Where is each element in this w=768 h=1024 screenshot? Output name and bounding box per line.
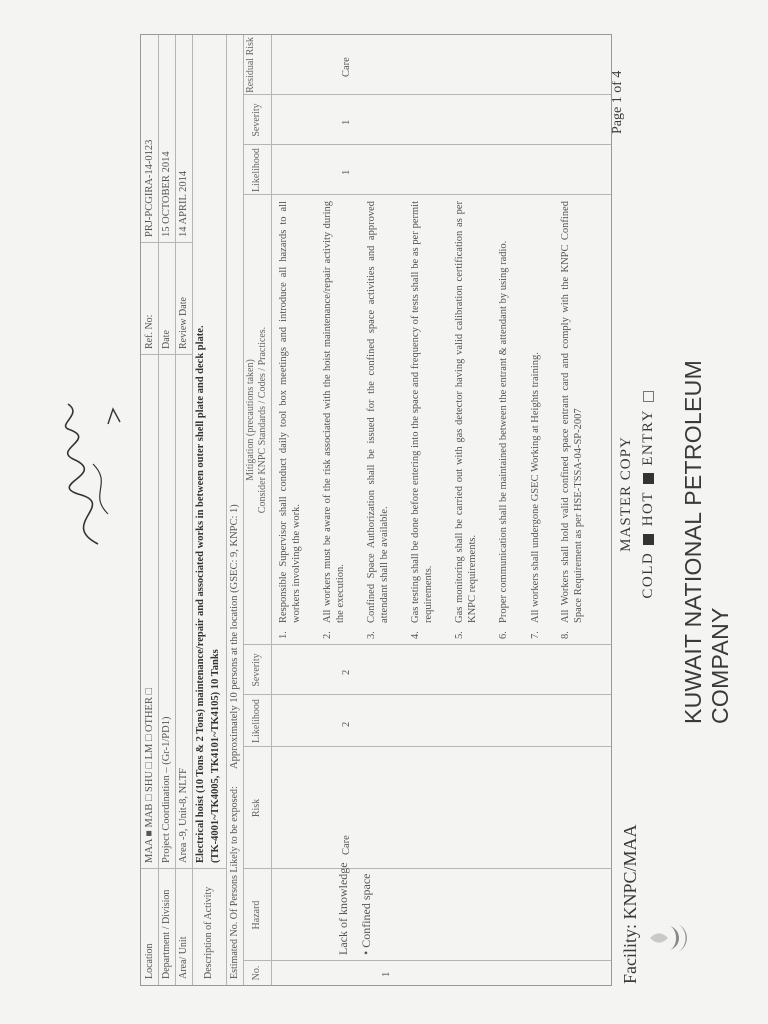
mitigation-number: 6. — [498, 631, 509, 639]
mitigation-text: All workers must be aware of the risk associated with the hoist maintenance/repair activity during the execution. — [322, 201, 346, 623]
date-label: Date — [161, 330, 172, 349]
persons-label: Estimated No. Of Persons Likely to be exposed: — [229, 786, 240, 979]
mitigation-number: 3. — [366, 631, 377, 639]
mitigation-item — [277, 201, 317, 639]
col-divider-severity2 — [243, 94, 611, 95]
permit-entry-label: ENTRY — [640, 409, 656, 466]
page-number: Page 1 of 4 — [610, 70, 625, 134]
header-no: No. — [251, 965, 262, 981]
mitigation-number: 2. — [322, 631, 333, 639]
facility-label: Facility: KNPC/MAA — [620, 824, 640, 984]
mitigation-item — [529, 201, 557, 639]
mitigation-number: 1. — [278, 631, 289, 639]
row-residual-risk: Care — [341, 57, 352, 77]
entry-checkbox-icon — [643, 391, 654, 402]
knpc-logo-icon — [648, 920, 690, 956]
mitigation-text: All Workers shall hold valid confined space entrant card and comply with the KNPC Confined Space Requirement as per HSE-TSSA-04-SP-2007 — [560, 201, 584, 623]
hot-checkbox-icon — [643, 473, 654, 484]
header-likelihood: Likelihood — [251, 699, 262, 743]
col-divider-risk — [243, 644, 611, 645]
company-name: KUWAIT NATIONAL PETROLEUM COMPANY — [680, 359, 733, 724]
department-value: Project Coordination – (Gr-1/PD1) — [161, 716, 172, 863]
mitigation-text: Proper communication shall be maintained between the entrant & attendant by using radio. — [498, 240, 509, 623]
ref-divider-left — [141, 354, 192, 355]
mitigation-number: 4. — [410, 631, 421, 639]
activity-value-line2: (TK-4001~TK4005, TK4101~TK4105) 10 Tanks — [210, 649, 221, 863]
row-no: 1 — [381, 971, 392, 977]
area-label: Area/ Unit — [178, 936, 189, 979]
header-mitigation-line2: Consider KNPC Standards / Codes / Practices. — [257, 326, 268, 514]
master-copy-label: MASTER COPY — [618, 436, 634, 552]
header-residual-risk: Residual Risk — [245, 37, 256, 93]
permit-type-line — [640, 364, 657, 624]
col-divider-hazard — [243, 868, 611, 869]
department-label: Department / Division — [161, 889, 172, 979]
mitigation-item — [559, 201, 611, 639]
header-severity2: Severity — [251, 103, 262, 137]
mitigation-number: 7. — [530, 631, 541, 639]
activity-value-line1: Electrical hoist (10 Tons & 2 Tons) maintenance/repair and associated works in between outer shell plate and deck plate. — [195, 325, 206, 863]
col-divider-severity — [243, 694, 611, 695]
permit-cold-label: COLD — [640, 551, 656, 599]
mitigation-text: Gas testing shall be done before entering into the space and frequency of tests shall be as per permit requirements. — [410, 201, 434, 623]
review-value: 14 APRIL 2014 — [178, 170, 189, 237]
persons-value: Approximately 10 persons at the location (GSEC: 9, KNPC: 1) — [229, 504, 240, 769]
ref-value: PRJ-PCGIRA-14-0123 — [144, 139, 155, 237]
location-label: Location — [144, 943, 155, 979]
mitigation-number: 5. — [454, 631, 465, 639]
mitigation-text: Responsible Supervisor shall conduct daily tool box meetings and introduce all hazards to all workers involving the work. — [278, 201, 302, 623]
mitigation-text: Gas monitoring shall be carried out with gas detector having valid calibration certification as per KNPC requirements. — [454, 201, 478, 623]
header-mitigation-line1: Mitigation (precautions taken) — [245, 359, 256, 481]
hazard-text-2: • Confined space — [359, 873, 373, 955]
mitigation-text: All workers shall undergone GSEC Working at Heights training. — [530, 352, 541, 623]
row-severity: 2 — [341, 669, 352, 675]
col-divider-likelihood — [243, 746, 611, 747]
cold-checkbox-icon — [643, 534, 654, 545]
mitigation-item — [453, 201, 493, 639]
mitigation-item — [321, 201, 361, 639]
review-label: Review Date — [178, 297, 189, 349]
row-risk: Care — [341, 835, 352, 855]
ref-label: Ref. No: — [144, 314, 155, 349]
hazard-text-1: Lack of knowledge — [336, 862, 350, 955]
permit-hot-label: HOT — [640, 491, 656, 527]
mitigation-item — [497, 201, 525, 639]
location-value: MAA ■ MAB □ SHU □ LM □ OTHER □ — [144, 688, 155, 863]
row-likelihood: 2 — [341, 721, 352, 727]
info-label-divider — [141, 868, 226, 869]
activity-label: Description of Activity — [203, 886, 214, 979]
date-value: 15 OCTOBER 2014 — [161, 151, 172, 237]
header-risk: Risk — [251, 798, 262, 818]
header-hazard: Hazard — [251, 900, 262, 930]
signature-icon — [38, 394, 128, 554]
mitigation-item — [365, 201, 405, 639]
row-severity2: 1 — [341, 119, 352, 125]
risk-assessment-table — [140, 34, 612, 986]
mitigation-text: Confined Space Authorization shall be issued for the confined space activities and approved attendant shall be available. — [366, 201, 390, 623]
col-divider-mitigation — [243, 194, 611, 195]
header-likelihood2: Likelihood — [251, 148, 262, 192]
col-divider-no — [243, 960, 611, 961]
ref-divider-mid — [141, 242, 192, 243]
header-severity: Severity — [251, 653, 262, 687]
mitigation-item — [409, 201, 449, 639]
mitigation-number: 8. — [560, 631, 571, 639]
col-divider-likelihood2 — [243, 144, 611, 145]
row-likelihood2: 1 — [341, 169, 352, 175]
area-value: Area -9, Unit-8, NLTF — [178, 768, 189, 863]
